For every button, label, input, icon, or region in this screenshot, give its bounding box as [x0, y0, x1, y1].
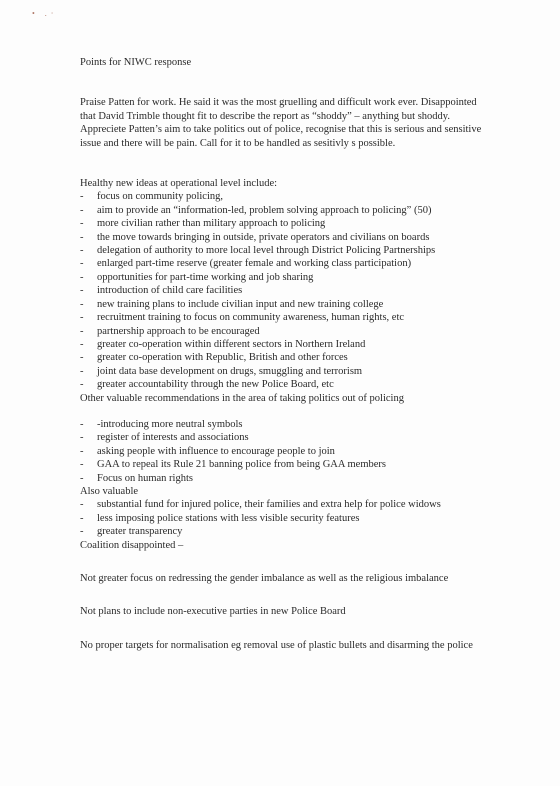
list-item: - substantial fund for injured police, their families and extra help for police widows [80, 498, 490, 511]
other-list [80, 418, 490, 485]
list-item: - less imposing police stations with less visible security features [80, 512, 490, 525]
list-item: - introduction of child care facilities [80, 284, 490, 297]
healthy-heading: Healthy new ideas at operational level include: [80, 178, 278, 190]
list-item: - delegation of authority to more local level through District Policing Partnerships [80, 244, 490, 257]
list-item: - -introducing more neutral symbols [80, 418, 490, 431]
list-item: - recruitment training to focus on community awareness, human rights, etc [80, 311, 490, 324]
list-item: - opportunities for part-time working and job sharing [80, 271, 490, 284]
also-heading: Also valuable [80, 485, 139, 497]
list-item: - greater co-operation with Republic, British and other forces [80, 351, 490, 364]
list-item: - asking people with influence to encourage people to join [80, 445, 490, 458]
list-item: - register of interests and associations [80, 431, 490, 444]
list-item: - new training plans to include civilian input and new training college [80, 298, 490, 311]
document-title: Points for NIWC response [80, 57, 192, 68]
disappointed-point: Not greater focus on redressing the gender imbalance as well as the religious imbalance [80, 573, 449, 584]
list-item: - greater co-operation within different sectors in Northern Ireland [80, 338, 490, 351]
list-item: - joint data base development on drugs, smuggling and terrorism [80, 365, 490, 378]
document-body [80, 56, 490, 652]
list-item: - partnership approach to be encouraged [80, 325, 490, 338]
list-item: - enlarged part-time reserve (greater female and working class participation) [80, 257, 490, 270]
list-item: - greater transparency [80, 525, 490, 538]
other-heading: Other valuable recommendations in the area of taking politics out of policing [80, 392, 404, 404]
list-item: - greater accountability through the new Police Board, etc [80, 378, 490, 391]
healthy-list [80, 190, 490, 391]
also-list [80, 498, 490, 538]
list-item: - GAA to repeal its Rule 21 banning police from being GAA members [80, 458, 490, 471]
list-item: - more civilian rather than military approach to policing [80, 217, 490, 230]
coalition-heading: Coalition disappointed – [80, 539, 184, 551]
disappointed-point: Not plans to include non-executive parties in new Police Board [80, 606, 346, 618]
list-item: - aim to provide an “information-led, problem solving approach to policing” (50) [80, 204, 490, 217]
list-item: - focus on community policing, [80, 190, 490, 203]
list-item: - the move towards bringing in outside, private operators and civilians on boards [80, 231, 490, 244]
list-item: - Focus on human rights [80, 472, 490, 485]
page-specks: • .· [32, 9, 58, 18]
disappointed-point: No proper targets for normalisation eg removal use of plastic bullets and disarming the police [80, 639, 473, 651]
intro-paragraph: Praise Patten for work. He said it was the most gruelling and difficult work ever. Disappointed that David Trimble thought fit to describe the report as “shoddy” – anything but shoddy. Appreciete Patten’s aim to take politics out of police, recognise that this is serious and sensitive issue and there will be pain. Call for it to be handled as sesitivly s possible. [80, 97, 482, 149]
